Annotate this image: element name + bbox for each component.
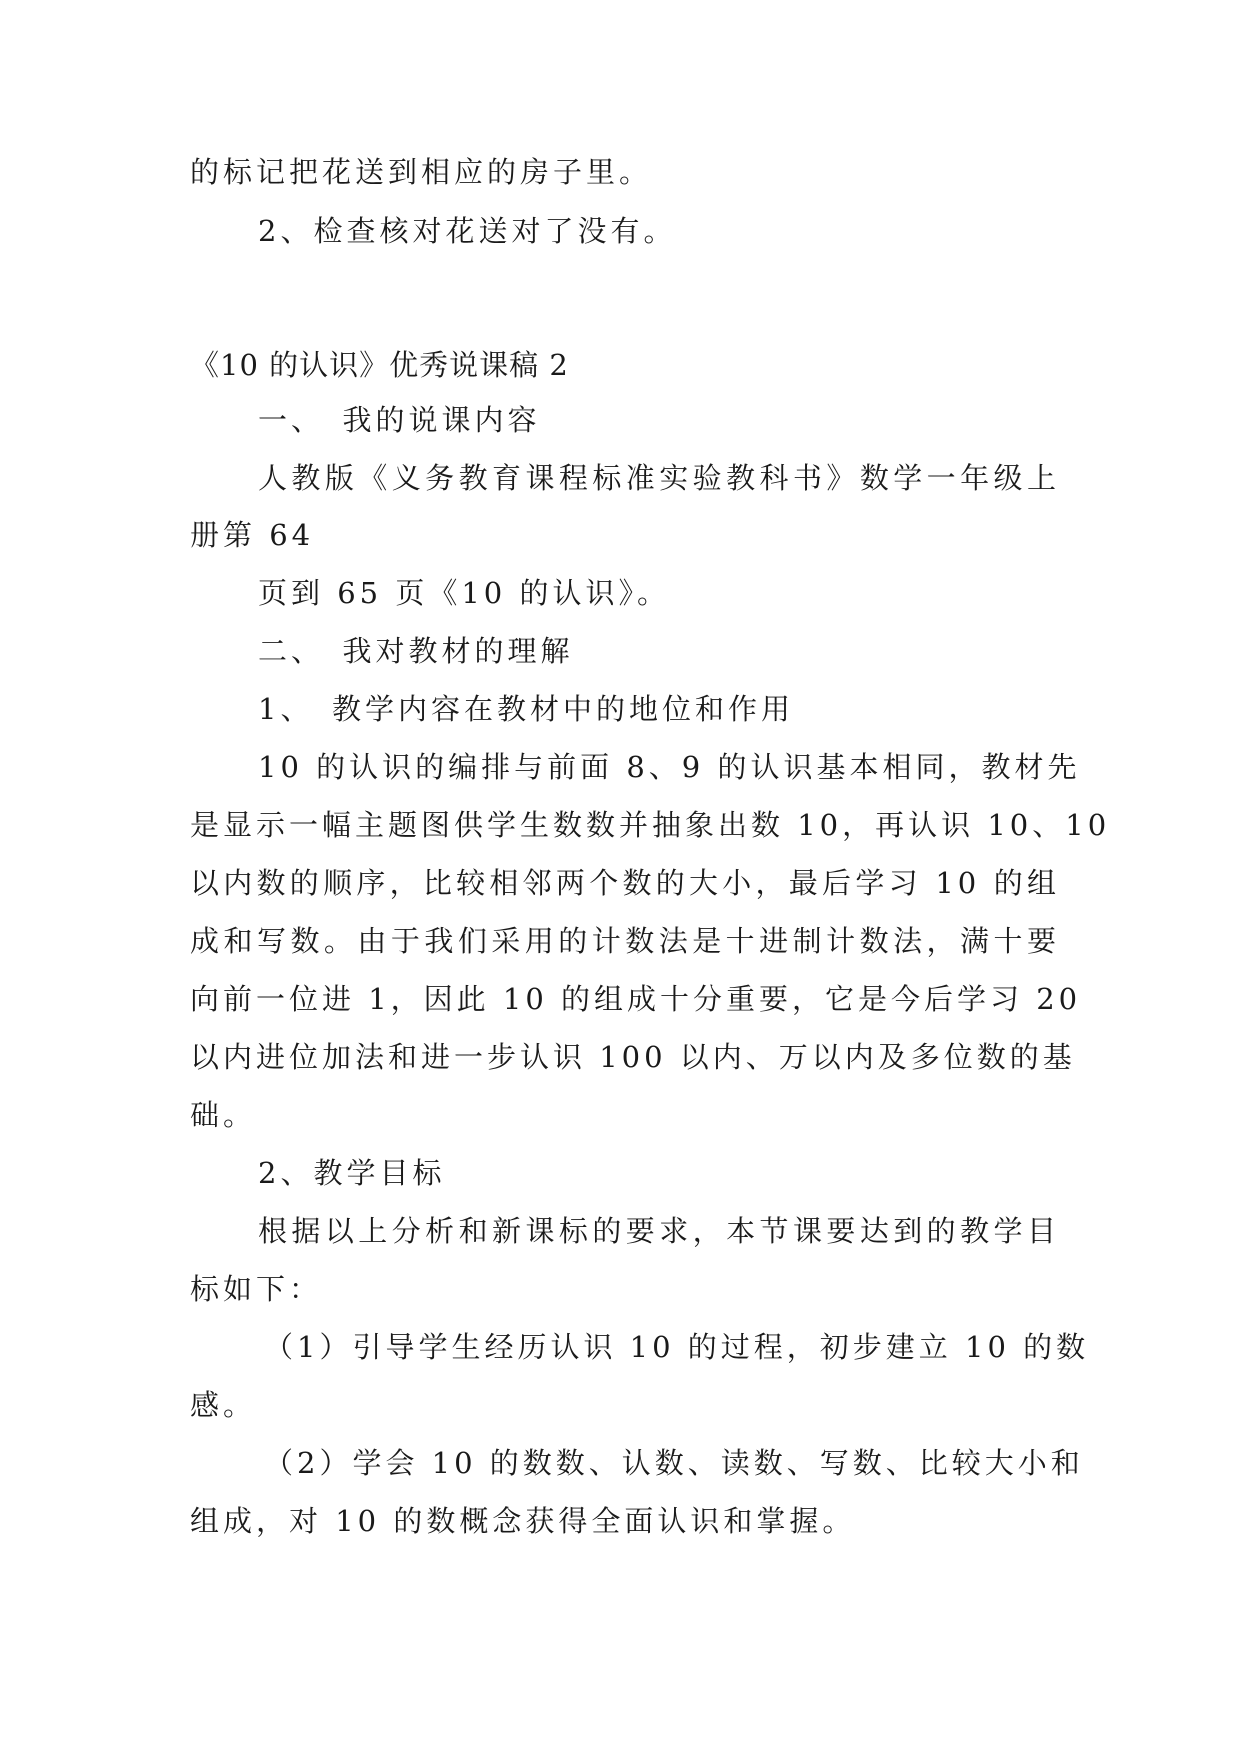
subsection-heading: 1、 教学内容在教材中的地位和作用 (258, 692, 794, 726)
subsection-heading: 2、教学目标 (258, 1156, 446, 1190)
text-line: 2、检查核对花送对了没有。 (258, 214, 677, 248)
objective-line: （2）学会 10 的数数、认数、读数、写数、比较大小和 (264, 1446, 1084, 1480)
text-line: 组成，对 10 的数概念获得全面认识和掌握。 (190, 1504, 856, 1538)
text-line: 人教版《义务教育课程标准实验教科书》数学一年级上 (258, 461, 1060, 495)
section-heading: 一、 我的说课内容 (258, 403, 541, 437)
text-line: 页到 65 页《10 的认识》。 (258, 576, 670, 610)
text-line: 的标记把花送到相应的房子里。 (190, 155, 653, 189)
text-line: 以内进位加法和进一步认识 100 以内、万以内及多位数的基 (190, 1040, 1076, 1074)
text-line: 根据以上分析和新课标的要求，本节课要达到的教学目 (258, 1214, 1060, 1248)
text-line: 以内数的顺序，比较相邻两个数的大小，最后学习 10 的组 (190, 866, 1060, 900)
text-line: 础。 (190, 1098, 257, 1132)
text-line: 是显示一幅主题图供学生数数并抽象出数 10，再认识 10、10 (190, 808, 1111, 842)
text-line: 成和写数。由于我们采用的计数法是十进制计数法，满十要 (190, 924, 1060, 958)
text-line: 感。 (190, 1388, 257, 1422)
section-title: 《10 的认识》优秀说课稿 2 (190, 348, 569, 382)
text-line: 向前一位进 1，因此 10 的组成十分重要，它是今后学习 20 (190, 982, 1082, 1016)
text-line: 10 的认识的编排与前面 8、9 的认识基本相同，教材先 (258, 750, 1081, 784)
text-line: 册第 64 (190, 518, 315, 552)
objective-line: （1）引导学生经历认识 10 的过程，初步建立 10 的数 (264, 1330, 1090, 1364)
text-line: 标如下： (190, 1272, 323, 1306)
section-heading: 二、 我对教材的理解 (258, 634, 574, 668)
